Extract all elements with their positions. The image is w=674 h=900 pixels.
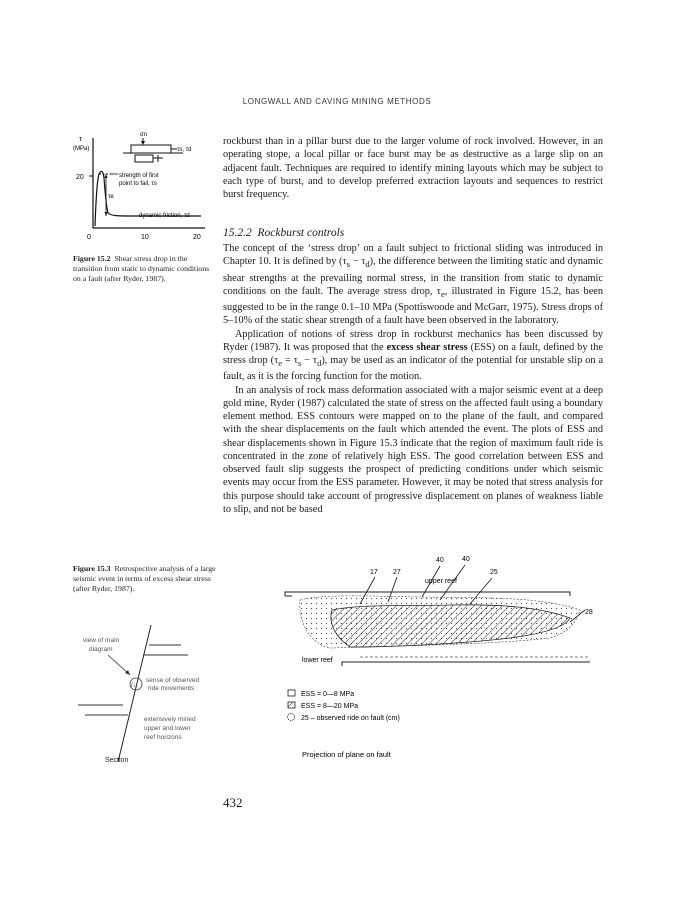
legend-ess-low: ESS = 0—8 MPa bbox=[301, 691, 355, 698]
legend-ess-high: ESS = 8—20 MPa bbox=[301, 703, 359, 710]
section-number: 15.2.2 bbox=[223, 227, 252, 239]
svg-text:/↓: /↓ bbox=[131, 683, 136, 689]
ride-label-27: 27 bbox=[393, 569, 401, 576]
ride-label-28: 28 bbox=[585, 609, 593, 616]
ride-label-40a: 40 bbox=[436, 557, 444, 564]
y-tick-20: 20 bbox=[76, 174, 84, 181]
upper-reef-label: upper reef bbox=[425, 578, 457, 585]
lower-reef-label: lower reef bbox=[302, 657, 333, 664]
caption-label: Figure 15.3 bbox=[73, 564, 111, 573]
figure-15-2-caption bbox=[73, 254, 213, 284]
static-label-2: point to fail, τs bbox=[119, 181, 157, 187]
section-title: Rockburst controls bbox=[257, 227, 345, 239]
y-axis-label: τ bbox=[79, 136, 82, 143]
ride-label-40b: 40 bbox=[462, 556, 470, 563]
ride-label-17: 17 bbox=[370, 569, 378, 576]
view-label-2: diagram bbox=[89, 646, 113, 653]
section-paragraph-2: Application of notions of stress drop in rockburst mechanics has been discussed by Ryder (1987). It was proposed that the excess shear stress (ESS) on a fault, defined by the stress drop $(\tau_e = \tau_s - \tau_d)$, may be used as an indicator of the potential for unstable slip on a fault, as it is the forcing function for the motion. bbox=[223, 328, 604, 383]
caption-text: Shear stress drop in the transition from static to dynamic conditions on a fault (after Ryder, 1987). bbox=[73, 254, 210, 283]
tau-sd-label: τs, τd bbox=[177, 147, 192, 153]
mined-label-1: extensively mined bbox=[144, 716, 196, 723]
section-label: Section bbox=[105, 757, 129, 764]
caption-label: Figure 15.2 bbox=[73, 254, 111, 263]
x-tick-10: 10 bbox=[141, 234, 149, 241]
ride-sense-1: sense of observed bbox=[146, 677, 200, 684]
ess-high-zone bbox=[331, 605, 570, 647]
ride-label-25: 25 bbox=[490, 569, 498, 576]
figure-15-3-section bbox=[73, 620, 243, 770]
y-axis-unit: (MPa) bbox=[73, 146, 90, 152]
section-body bbox=[223, 242, 603, 516]
mined-label-2: upper and lower bbox=[144, 725, 191, 732]
section-heading bbox=[223, 227, 344, 239]
figure-15-3-caption bbox=[73, 564, 223, 594]
static-label-1: strength of first bbox=[119, 173, 159, 179]
section-paragraph-1: The concept of the ‘stress drop’ on a fault subject to frictional sliding was introduced in Chapter 10. It is defined by $(\tau_s - \tau_d)$, the difference between the limiting static and dynamic shear strengths at the prevailing normal stress, in the transition from static to dynamic conditions on the fault. The average stress drop, $\tau_e$, illustrated in Figure 15.2, has been suggested to be in the range 0.1–10 MPa (Spottiswoode and McGarr, 1975). Stress drops of 5–10% of the static shear strength of a fault have been observed in the laboratory. bbox=[223, 243, 604, 327]
view-label-1: view of main bbox=[83, 637, 120, 644]
legend-ride: 25 – observed ride on fault (cm) bbox=[301, 715, 400, 722]
paragraph-text: rockburst than in a pillar burst due to the larger volume of rock involved. However, in an operating stope, a local pillar or face burst may be as destructive as a large slip on an adjacent fault. Techniques are required to identify mining layouts which may be subject to each type of burst, and to develop preferred extraction layouts and sequences to restrict burst frequency. bbox=[223, 136, 603, 200]
body-paragraph-1 bbox=[223, 135, 603, 201]
section-paragraph-3: In an analysis of rock mass deformation associated with a major seismic event at a deep gold mine, Ryder (1987) calculated the state of stress on the affected fault using a boundary element method. ESS contours were mapped on to the plane of the fault, and compared with the shear displacements on the fault which attended the event. The plots of ESS and shear displacements shown in Figure 15.3 indicate that the region of maximum fault ride is concentrated in the zone of relatively high ESS. The good correlation between ESS and observed fault slip suggests the prospect of predicting conditions under which seismic events may occur from the ESS parameter. However, it may be noted that stress analysis for this purpose should take account of progressive displacement on planes of weakness liable to slip, and not be based bbox=[223, 384, 603, 515]
x-tick-20: 20 bbox=[193, 234, 201, 241]
tau-e-label: τe bbox=[108, 194, 114, 200]
figure-15-3-projection bbox=[280, 552, 605, 767]
fault-line bbox=[118, 625, 151, 762]
projection-label: Projection of plane on fault bbox=[302, 750, 391, 759]
ride-sense-2: ride movements bbox=[148, 685, 195, 692]
caption-text: Retrospective analysis of a large seismic event in terms of excess shear stress (after Ryder, 1987). bbox=[73, 564, 216, 593]
ess-term: excess shear stress bbox=[386, 341, 468, 353]
figure-15-2-diagram bbox=[73, 128, 218, 244]
page-number: 432 bbox=[223, 795, 243, 810]
x-tick-0: 0 bbox=[87, 234, 91, 241]
dynamic-label: dynamic friction, τd bbox=[139, 213, 190, 219]
sigma-n-label: σn bbox=[140, 132, 148, 138]
mined-label-3: reef horizons bbox=[144, 734, 182, 741]
running-head: LONGWALL AND CAVING MINING METHODS bbox=[242, 97, 432, 106]
